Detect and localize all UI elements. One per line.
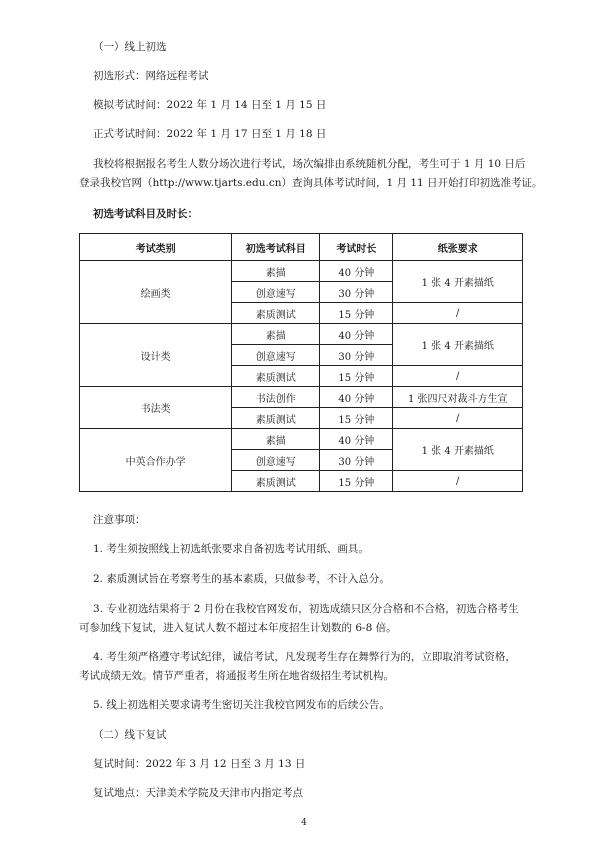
duration-cell: 30 分钟 bbox=[320, 282, 393, 303]
retest-time: 复试时间：2022 年 3 月 12 日至 3 月 13 日 bbox=[93, 758, 306, 770]
header-duration: 考试时长 bbox=[320, 234, 393, 261]
note-4-line1: 4. 考生须严格遵守考试纪律，诚信考试，凡发现考生存在舞弊行为的，立即取消考试资格， bbox=[93, 651, 516, 663]
note-3-line2: 可参加线下复试，进入复试人数不超过本年度招生计划数的 6-8 倍。 bbox=[79, 622, 397, 634]
exam-form: 初选形式：网络远程考试 bbox=[93, 70, 209, 82]
paper-cell: / bbox=[393, 366, 523, 387]
table-header-row bbox=[80, 234, 523, 261]
subject-cell: 创意速写 bbox=[232, 345, 320, 366]
retest-place: 复试地点：天津美术学院及天津市内指定考点 bbox=[93, 787, 303, 799]
note-4-line2: 考试成绩无效。情节严重者，将通报考生所在地省级招生考试机构。 bbox=[79, 670, 394, 682]
intro-line1: 我校将根据报名考生人数分场次进行考试，场次编排由系统随机分配，考生可于 1 月 10 日后 bbox=[93, 158, 526, 170]
paper-cell: / bbox=[393, 408, 523, 429]
subject-cell: 素质测试 bbox=[232, 471, 320, 492]
table-row bbox=[80, 387, 523, 408]
subject-cell: 素质测试 bbox=[232, 408, 320, 429]
paper-cell: 1 张四尺对裁斗方生宣 bbox=[393, 387, 523, 408]
subject-cell: 素质测试 bbox=[232, 366, 320, 387]
paper-cell: 1 张 4 开素描纸 bbox=[393, 261, 523, 303]
duration-cell: 30 分钟 bbox=[320, 450, 393, 471]
header-paper: 纸张要求 bbox=[393, 234, 523, 261]
section2-title: （二）线下复试 bbox=[93, 729, 167, 741]
paper-cell: 1 张 4 开素描纸 bbox=[393, 324, 523, 366]
category-cell: 绘画类 bbox=[80, 261, 232, 324]
subject-cell: 素描 bbox=[232, 429, 320, 450]
category-cell: 中英合作办学 bbox=[80, 429, 232, 492]
duration-cell: 15 分钟 bbox=[320, 471, 393, 492]
table-row bbox=[80, 429, 523, 450]
duration-cell: 30 分钟 bbox=[320, 345, 393, 366]
subject-cell: 素质测试 bbox=[232, 303, 320, 324]
duration-cell: 40 分钟 bbox=[320, 429, 393, 450]
exam-subjects-table bbox=[79, 233, 523, 492]
section1-title: （一）线上初选 bbox=[93, 41, 167, 53]
subject-cell: 创意速写 bbox=[232, 450, 320, 471]
table-row bbox=[80, 261, 523, 282]
note-2: 2. 素质测试旨在考察考生的基本素质，只做参考，不计入总分。 bbox=[93, 573, 390, 585]
duration-cell: 15 分钟 bbox=[320, 366, 393, 387]
category-cell: 书法类 bbox=[80, 387, 232, 429]
duration-cell: 40 分钟 bbox=[320, 387, 393, 408]
paper-cell: / bbox=[393, 471, 523, 492]
table-title: 初选考试科目及时长： bbox=[93, 208, 198, 220]
note-1: 1. 考生须按照线上初选纸张要求自备初选考试用纸、画具。 bbox=[93, 543, 369, 555]
paper-cell: / bbox=[393, 303, 523, 324]
subject-cell: 书法创作 bbox=[232, 387, 320, 408]
header-subject: 初选考试科目 bbox=[232, 234, 320, 261]
duration-cell: 40 分钟 bbox=[320, 261, 393, 282]
table-row bbox=[80, 324, 523, 345]
formal-exam-time: 正式考试时间：2022 年 1 月 17 日至 1 月 18 日 bbox=[93, 128, 327, 140]
header-category: 考试类别 bbox=[80, 234, 232, 261]
subject-cell: 素描 bbox=[232, 324, 320, 345]
duration-cell: 15 分钟 bbox=[320, 303, 393, 324]
subject-cell: 创意速写 bbox=[232, 282, 320, 303]
page-number: 4 bbox=[301, 818, 307, 828]
intro-line2: 登录我校官网（http://www.tjarts.edu.cn）查询具体考试时间，1 月 11 日开始打印初选准考证。 bbox=[79, 177, 543, 189]
note-5: 5. 线上初选相关要求请考生密切关注我校官网发布的后续公告。 bbox=[93, 699, 390, 711]
paper-cell: 1 张 4 开素描纸 bbox=[393, 429, 523, 471]
note-3-line1: 3. 专业初选结果将于 2 月份在我校官网发布，初选成绩只区分合格和不合格，初选合格考生 bbox=[93, 603, 519, 615]
category-cell: 设计类 bbox=[80, 324, 232, 387]
subject-cell: 素描 bbox=[232, 261, 320, 282]
mock-exam-time: 模拟考试时间：2022 年 1 月 14 日至 1 月 15 日 bbox=[93, 99, 327, 111]
duration-cell: 40 分钟 bbox=[320, 324, 393, 345]
duration-cell: 15 分钟 bbox=[320, 408, 393, 429]
notes-title: 注意事项： bbox=[93, 514, 146, 526]
